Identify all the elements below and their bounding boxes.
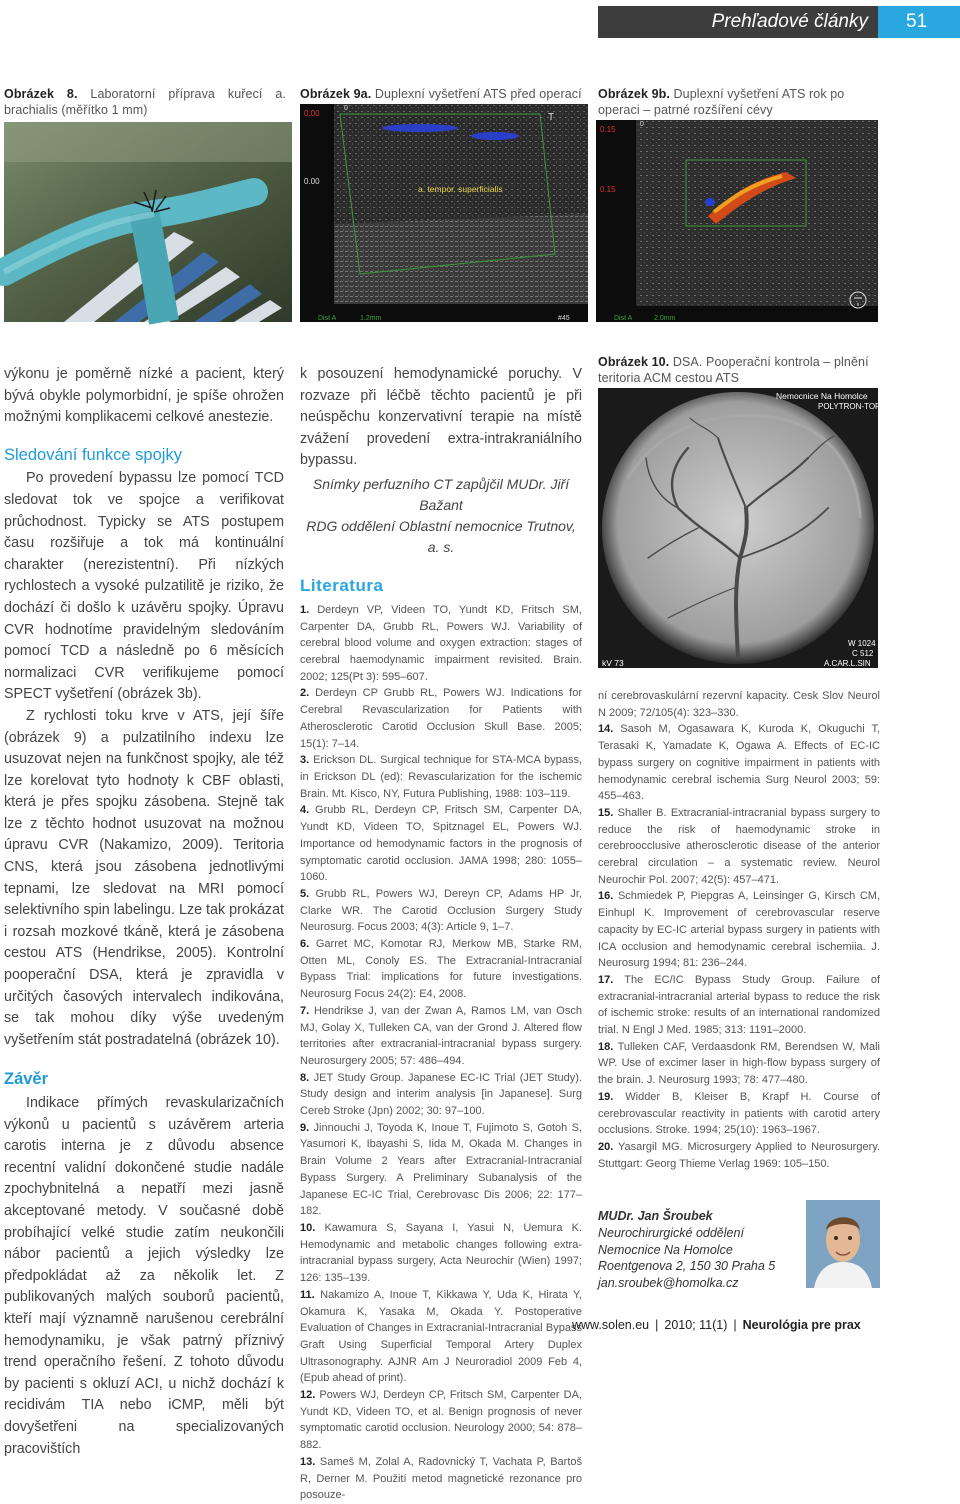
reference-number: 2. [300, 687, 310, 700]
column-1 [4, 364, 284, 1460]
reference-number: 20. [598, 1140, 614, 1153]
fig9a-marker-t: T [548, 112, 555, 123]
figure-8-label: Obrázek 8. [4, 87, 78, 101]
reference-item [300, 1003, 582, 1070]
fig10-w: W 1024 [848, 639, 876, 648]
figure-10-angiogram [598, 388, 881, 668]
author-department: Neurochirurgické oddělení [598, 1225, 744, 1240]
column-3 [598, 688, 880, 1172]
figure-9b-label: Obrázek 9b. [598, 87, 670, 101]
image-credit-line-1: Snímky perfuzního CT zapůjčil MUDr. Jiří Bažant [312, 475, 570, 513]
reference-text: Grubb RL, Derdeyn CP, Fritsch SM, Carpenter DA, Yundt KD, Videen TO, Spitznagel EL, Powers WJ. Importance od hemodynamic factors in the prognosis of symptomatic carotid occlusion. JAMA 1998; 280: 1055–1060. [300, 804, 582, 884]
reference-item [598, 688, 880, 721]
references-list-col2 [300, 602, 582, 1504]
figure-10-image [598, 388, 881, 668]
fig9b-zero: 0 [640, 121, 644, 128]
figure-9a-caption [300, 86, 584, 102]
fig9a-scale-top: 0.00 [304, 109, 320, 118]
reference-text: Grubb RL, Powers WJ, Dereyn CP, Adams HP Jr, Clarke WR. The Carotid Occlusion Surgery Study Neurosurg. Focus 2003; 4(3): Article 9, 1–7. [300, 887, 582, 934]
reference-number: 6. [300, 938, 310, 951]
figure-8-text: Laboratorní příprava kuřecí a. brachialis (měřítko 1 mm) [4, 87, 286, 117]
fig10-device: POLYTRON-TOP [818, 402, 881, 411]
reference-item [598, 888, 880, 972]
reference-text: Nakamizo A, Inoue T, Kikkawa Y, Uda K, Hirata Y, Okamura K, Yasaka M, Okada Y. Postoperative Evaluation of Changes in Extracranial-Intracranial Bypass Graft Using Superficial Temporal Artery Duplex Ultrasonography. AJNR Am J Neuroradiol 2009 Feb 4, (Epub ahead of print). [300, 1288, 582, 1385]
reference-text: Powers WJ, Derdeyn CP, Fritsch SM, Carpenter DA, Yundt KD, Videen TO, et al. Benign prognosis of never symptomatic carotid occlusion. Neurology 2000; 54: 878–882. [300, 1389, 582, 1452]
reference-number: 18. [598, 1040, 614, 1053]
reference-text: Jinnouchi J, Toyoda K, Inoue T, Fujimoto S, Gotoh S, Yasumori K, Ibayashi S, Iida M, Okada M. Changes in Brain Volume 2 Years after Extracranial-Intracranial Bypass Surgery. A Preliminary Subanalysis of the Japanese EC-IC Trial, Cerebrovasc Dis 2006; 22: 177–182. [300, 1121, 582, 1218]
reference-item [300, 1220, 582, 1287]
reference-text: Sasoh M, Ogasawara K, Kuroda K, Okuguchi T, Terasaki K, Yamadate K, Ogawa A. Effects of EC-IC bypass surgery on cognitive impairment in patients with hemodynamic cerebral ischemia Surg Neurol 2003; 59: 455–463. [598, 723, 880, 803]
reference-number: 10. [300, 1221, 316, 1234]
col1-sec1-paragraph-1: Po provedení bypassu lze pomocí TCD sledovat tok ve spojce a verifikovat průchodnost. Typicky se ATS postupem času rozšiřuje a tok má kontinuální charakter (nerezistentní). Při nízkých rychlostech a vysoké pulzatilitě je riziko, že dochází či došlo k uzávěru spojky. Úpravu CVR hodnotíme pravidelným sledováním pomocí TCD a následně po 6 měsících normalizaci CVR verifikujeme pomocí SPECT vyšetření (obrázek 3b). [4, 470, 284, 703]
figure-8-photo [4, 122, 292, 322]
reference-item [300, 802, 582, 886]
fig9a-vessel-label: a. tempor. superficialis [418, 184, 503, 194]
page-footer: www.solen.eu | 2010; 11(1) | Neurológia pre prax [572, 1318, 861, 1332]
column-2 [300, 364, 582, 1504]
fig9a-scale-mid: 0.00 [304, 177, 320, 186]
reference-item [598, 721, 880, 805]
section-title: Prehľadové články [711, 11, 868, 32]
reference-number: 17. [598, 973, 614, 986]
author-portrait [806, 1200, 880, 1288]
footer-issue: 2010; 11(1) [664, 1318, 728, 1332]
figure-9a-image [300, 104, 588, 322]
reference-item [300, 1387, 582, 1454]
author-address: Roentgenova 2, 150 30 Praha 5 [598, 1259, 776, 1274]
reference-number: 11. [300, 1288, 315, 1301]
author-email[interactable]: jan.sroubek@homolka.cz [598, 1276, 739, 1291]
reference-text: The EC/IC Bypass Study Group. Failure of extracranial-intracranial arterial bypass to reduce the risk of ischemic stroke: results of an international randomized trial. N Engl J Med. 1985; 313: 1191–2000. [598, 973, 880, 1037]
reference-text: JET Study Group. Japanese EC-IC Trial (JET Study). Study design and interim analysis [in Japanese]. Surg Cereb Stroke (Jpn) 2002; 30: 97–100. [300, 1071, 583, 1118]
fig9a-zero: 0 [344, 105, 348, 112]
reference-text: Yasargil MG. Microsurgery Applied to Neurosurgery. Stuttgart: Georg Thieme Verlag 1969: 105–150. [598, 1140, 880, 1170]
figure-10-text: DSA. Pooperační kontrola – plnění teritoria ACM cestou ATS [598, 355, 869, 385]
reference-number: 13. [300, 1455, 316, 1468]
author-photo [806, 1200, 880, 1288]
reference-item [300, 752, 582, 802]
footer-site[interactable]: www.solen.eu [572, 1318, 650, 1332]
reference-item [598, 1139, 880, 1172]
reference-item [598, 805, 880, 889]
reference-item [300, 1070, 582, 1120]
reference-number: 9. [300, 1121, 310, 1134]
reference-number: 4. [300, 804, 310, 817]
reference-item [598, 972, 880, 1039]
fig10-kv: kV 73 [602, 658, 624, 668]
reference-text: Sameš M, Zolal A, Radovnický T, Vachata P, Bartoš R, Derner M. Použití metod magnetické rezonance pro posouze- [300, 1455, 583, 1502]
figure-9a-label: Obrázek 9a. [300, 87, 372, 101]
figure-9a-ultrasound [300, 104, 588, 322]
reference-item [300, 936, 582, 1003]
col1-sec2-paragraph-1: Indikace přímých revaskularizačních výkonů u pacientů s uzávěrem arteria carotis interna je z důvodu absence recentní validní dokončené studie nadále zpochybnitelná a nepatří mezi jasně akceptované metody. V současné době probíhající velké studie zatím neukončili nábor pacientů a jejich výsledky lze předpokládat až za několik let. Z publikovaných malých souborů pacientů, kteří mají významně narušenou cerebrální hemodynamiku, je však patrný příznivý trend operačního řešení. Z tohoto důvodu by pacienti s okluzí ACI, u nichž dochází k recidivám TIA nebo iCMP, měli být dovyšetřeni na specializovaných pracovištích [4, 1095, 284, 1457]
fig10-tag: A.CAR.L.SIN [824, 659, 871, 668]
figure-9b-image [596, 120, 878, 322]
reference-text: Erickson DL. Surgical technique for STA-MCA bypass, in Erickson DL (ed): Revascularization for the ischemic Brain. Mt. Kisco, NY, Futura Publishing, 1988: 103–119. [300, 754, 583, 800]
reference-text: Shaller B. Extracranial-intracranial bypass surgery to reduce the risk of haemodynamic stroke in cerebroocclusive atherosclerotic disease of the anterior cerebral circulation – a systematic review. Neurol Neurochir Pol. 2007; 42(5): 457–471. [598, 806, 880, 886]
col1-intro: výkonu je poměrně nízké a pacient, který bývá obykle polymorbidní, je spíše ohrožen možnými komplikacemi celkové anestezie. [4, 366, 284, 426]
author-block [598, 1208, 798, 1292]
figure-9b-text: Duplexní vyšetření ATS rok po operaci – patrné rozšíření cévy [598, 87, 845, 117]
reference-number: 15. [598, 806, 614, 819]
figure-9b-ultrasound [596, 120, 878, 322]
figure-8-image [4, 122, 292, 322]
author-name: MUDr. Jan Šroubek [598, 1209, 713, 1223]
reference-text: Derdeyn VP, Videen TO, Yundt KD, Fritsch SM, Carpenter DA, Grubb RL, Powers WJ. Variability of cerebral blood volume and oxygen extraction: stages of cerebral haemodynamic impairment revisited. Brain. 2002; 125(Pt 3): 595–607. [300, 603, 582, 683]
reference-item [598, 1089, 880, 1139]
reference-number: 3. [300, 754, 310, 767]
reference-item [300, 685, 582, 752]
fig9b-dist: Dist A [614, 315, 633, 322]
section-heading-conclusion: Závěr [4, 1070, 49, 1089]
fig9a-frame-id: #45 [558, 315, 570, 322]
col2-intro: k posouzení hemodynamické poruchy. V rozvaze při léčbě těchto pacientů je při neúspěchu konzervativní terapie na místě zvážení provedení extra-intrakraniálního bypassu. [300, 366, 582, 469]
reference-number: 8. [300, 1071, 310, 1084]
reference-text: Kawamura S, Sayana I, Yasui N, Uemura K. Hemodynamic and metabolic changes following extra-intracranial bypass surgery, Acta Neurochir (Wien) 1997; 126: 135–139. [300, 1221, 582, 1285]
reference-text: Widder B, Kleiser B, Krapf H. Course of cerebrovascular reactivity in patients with carotid artery occlusions. Stroke. 1994; 25(10): 1963–1967. [598, 1090, 880, 1137]
reference-item [300, 1287, 582, 1387]
reference-text: Tulleken CAF, Verdaasdonk RM, Berendsen W, Mali WP. Use of excimer laser in high-flow bypass surgery of the brain. J. Neurosurg 1993; 78: 477–480. [598, 1040, 880, 1087]
author-hospital: Nemocnice Na Homolce [598, 1242, 733, 1257]
fig9b-dist-value: 2.0mm [654, 315, 676, 322]
references-list-col3 [598, 688, 880, 1172]
figure-9b-caption [598, 86, 878, 118]
reference-text: Schmiedek P, Piepgras A, Leinsinger G, Kirsch CM, Einhupl K. Improvement of cerebrovascular reserve capacity by EC-IC arterial bypass surgery in patients with ICA occlusion and hemodynamic cerebral ischemiia. J. Neurosurg 1994; 81: 236–244. [598, 890, 881, 970]
literature-heading: Literatura [300, 575, 384, 595]
section-heading-monitoring: Sledování funkce spojky [4, 445, 182, 464]
reference-number: 5. [300, 887, 310, 900]
reference-item [300, 1120, 582, 1220]
reference-number: 19. [598, 1090, 614, 1103]
figure-8-caption [4, 86, 286, 118]
footer-journal: Neurológia pre prax [742, 1318, 861, 1332]
fig9a-dist-value: 1.2mm [360, 315, 382, 322]
reference-number: 1. [300, 603, 310, 616]
reference-item [300, 602, 582, 686]
reference-item [300, 1454, 582, 1504]
figure-10-label: Obrázek 10. [598, 355, 670, 369]
reference-number: 12. [300, 1389, 316, 1402]
fig9b-scale-mid: 0.15 [600, 185, 616, 194]
page-number: 51 [878, 6, 960, 38]
reference-text: Derdeyn CP Grubb RL, Powers WJ. Indications for Cerebral Revascularization for Patients with Atherosclerotic Carotid Occlusion Skull Base. 2005; 15(1): 7–14. [300, 687, 582, 750]
fig10-hospital: Nemocnice Na Homolce [776, 391, 868, 401]
fig9a-dist: Dist A [318, 315, 337, 322]
reference-text: ní cerebrovaskulární rezervní kapacity. Cesk Slov Neurol N 2009; 72/105(4): 323–330. [598, 690, 880, 719]
figure-9a-text: Duplexní vyšetření ATS před operací [374, 87, 582, 101]
figure-10-caption [598, 354, 880, 386]
reference-number: 16. [598, 890, 614, 903]
col1-sec1-paragraph-2: Z rychlosti toku krve v ATS, její šíře (obrázek 9) a pulzatilního indexu lze usuzovat nejen na funkčnost spojky, ale též lze korelovat tyto hodnoty k CBF oblasti, která je přes spojku zásobena. Stejně tak lze z těchto hodnot usuzovat na možnou úpravu CVR (Nakamizo, 2009). Teritoria CNS, která jsou zásobena jednotlivými tepnami, lze sledovat na MRI pomocí selektivního spin labelingu. Lze tak prokázat i rozsah mozkové tkáně, která je zásobena cestou ATS (Hendrikse, 2005). Kontrolní pooperační DSA, která je zpravidla v určitých časových intervalech indikována, se tak mohou díky výše uvedeným vyšetřením stát postradatelná (obrázek 10). [4, 707, 284, 1048]
reference-number: 7. [300, 1004, 310, 1017]
reference-text: Hendrikse J, van der Zwan A, Ramos LM, van Osch MJ, Golay X, Tulleken CA, van der Grond J. Altered flow territories after extracranial-intracranial bypass surgery. Neurosurgery 2005; 57: 486–494. [300, 1004, 582, 1067]
reference-text: Garret MC, Komotar RJ, Merkow MB, Starke RM, Otten ML, Conoly ES. The Extracranial-Intracranial Bypass Trial: implications for future investigations. Neurosurg Focus 24(2): E4, 2008. [300, 938, 582, 1001]
fig10-c: C 512 [852, 649, 874, 658]
reference-number: 14. [598, 723, 614, 736]
header-bar [598, 6, 878, 38]
image-credit-line-2: RDG oddělení Oblastní nemocnice Trutnov, a. s. [306, 517, 576, 555]
fig9b-scale-top: 0.15 [600, 125, 616, 134]
reference-item [300, 886, 582, 936]
reference-item [598, 1039, 880, 1089]
